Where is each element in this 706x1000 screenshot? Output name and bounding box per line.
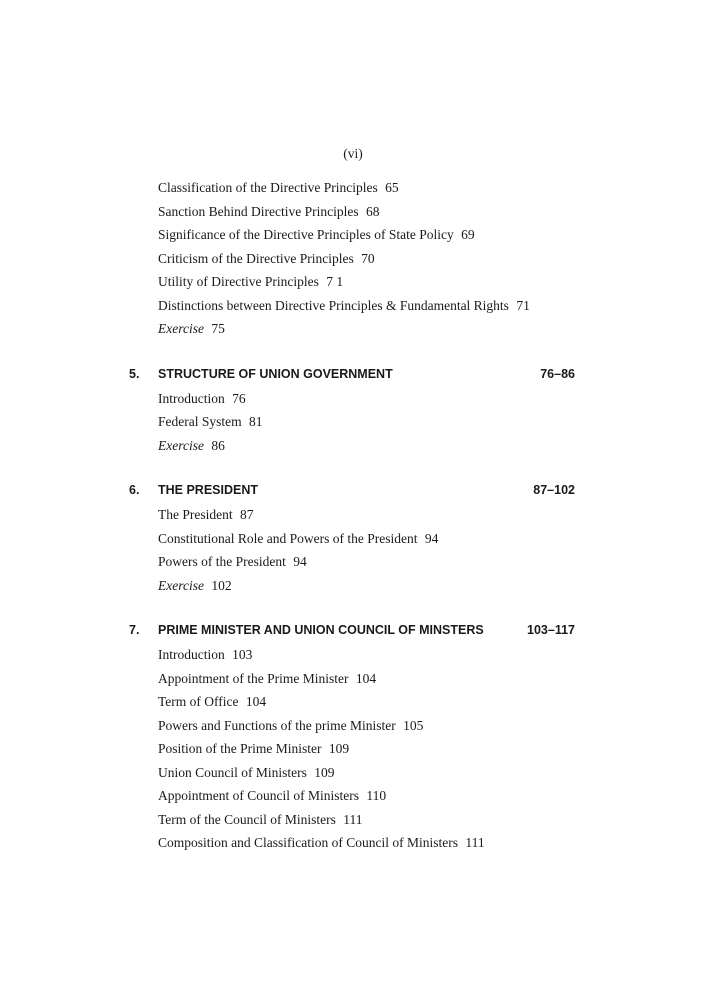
toc-entry-page: 81 (249, 414, 263, 429)
toc-entry-page: 102 (211, 577, 232, 593)
toc-entry (158, 690, 706, 714)
toc-entry-page: 104 (245, 694, 267, 709)
toc-entry-page: 110 (366, 788, 387, 803)
toc-entry (158, 737, 706, 761)
chapter-heading (0, 617, 706, 643)
table-of-contents (0, 176, 706, 855)
toc-entry (158, 761, 706, 785)
toc-entry (158, 831, 706, 855)
toc-entry-page: 87 (239, 507, 254, 522)
toc-entry (158, 784, 706, 808)
toc-entry-title: Powers of the President (158, 554, 286, 569)
toc-entry (158, 550, 706, 574)
toc-entry (158, 714, 706, 738)
toc-entry-page: 75 (211, 321, 225, 336)
toc-entry-page: 68 (365, 203, 380, 219)
toc-entry-title: Position of the Prime Minister (158, 741, 322, 756)
toc-entry-title: Classification of the Directive Principles (158, 180, 378, 195)
toc-entry (158, 527, 706, 551)
toc-entry-title: Exercise (158, 437, 204, 453)
chapter-title: PRIME MINISTER AND UNION COUNCIL OF MINSTERS (158, 623, 484, 637)
toc-entry-page: 7 1 (326, 274, 344, 289)
toc-entry (158, 410, 706, 434)
toc-entry-title: Term of the Council of Ministers (158, 811, 336, 827)
chapter-heading (0, 361, 706, 387)
chapter-page-range: 76–86 (540, 366, 575, 381)
toc-entry (158, 667, 706, 691)
page-number: (vi) (343, 146, 363, 161)
toc-entry-title: Appointment of the Prime Minister (158, 670, 349, 686)
toc-entry (158, 294, 706, 318)
toc-entry-page: 94 (293, 554, 307, 569)
toc-entry-title: Composition and Classification of Council of Ministers (158, 835, 458, 850)
toc-entry-title: Exercise (158, 577, 204, 593)
toc-entry-page: 105 (403, 717, 424, 733)
toc-entry-title: Powers and Functions of the prime Minister (158, 717, 396, 733)
toc-entry-title: Criticism of the Directive Principles (158, 250, 354, 266)
toc-entry-page: 70 (361, 250, 375, 266)
toc-entry-title: Appointment of Council of Ministers (158, 788, 359, 803)
toc-entry-title: Distinctions between Directive Principles & Fundamental Rights (158, 297, 509, 313)
toc-entry-page: 104 (355, 670, 377, 686)
chapter-heading (0, 477, 706, 503)
toc-entry (158, 223, 706, 247)
toc-entry-page: 103 (232, 647, 253, 662)
toc-entry-page: 69 (461, 227, 475, 242)
toc-entry-title: Significance of the Directive Principles of State Policy (158, 227, 454, 242)
toc-entry-title: Exercise (158, 321, 204, 336)
toc-entry-title: Federal System (158, 414, 242, 429)
toc-entry-page: 109 (328, 741, 350, 756)
toc-entry (158, 317, 706, 341)
toc-entry-page: 76 (232, 390, 246, 406)
chapter-title: THE PRESIDENT (158, 483, 259, 497)
toc-entry (158, 434, 706, 458)
toc-entry-title: Constitutional Role and Powers of the President (158, 530, 418, 546)
chapter-page-range: 87–102 (533, 483, 575, 497)
toc-entry-page: 109 (314, 764, 335, 780)
toc-entry-page: 65 (385, 180, 399, 195)
toc-entry (158, 503, 706, 527)
chapter-number: 6. (129, 483, 140, 497)
chapter-title: STRUCTURE OF UNION GOVERNMENT (158, 366, 393, 381)
toc-entry-title: Union Council of Ministers (158, 764, 307, 780)
toc-entry-title: Term of Office (158, 694, 239, 709)
toc-entry-title: Sanction Behind Directive Principles (158, 203, 359, 219)
toc-entry-title: The President (158, 507, 233, 522)
toc-entry (158, 176, 706, 200)
toc-entry (158, 200, 706, 224)
toc-entry-page: 111 (343, 811, 363, 827)
toc-entry (158, 808, 706, 832)
toc-entry-page: 94 (424, 530, 439, 546)
toc-entry (158, 387, 706, 411)
toc-entry (158, 247, 706, 271)
toc-entry-page: 71 (516, 297, 530, 313)
toc-entry-title: Utility of Directive Principles (158, 274, 319, 289)
toc-entry-title: Introduction (158, 647, 225, 662)
toc-entry (158, 574, 706, 598)
chapter-number: 7. (129, 623, 140, 637)
toc-entry (158, 270, 706, 294)
toc-entry (158, 643, 706, 667)
chapter-number: 5. (129, 366, 140, 381)
toc-entry-title: Introduction (158, 390, 225, 406)
chapter-page-range: 103–117 (527, 623, 575, 637)
toc-entry-page: 86 (211, 437, 225, 453)
toc-entry-page: 111 (465, 835, 485, 850)
